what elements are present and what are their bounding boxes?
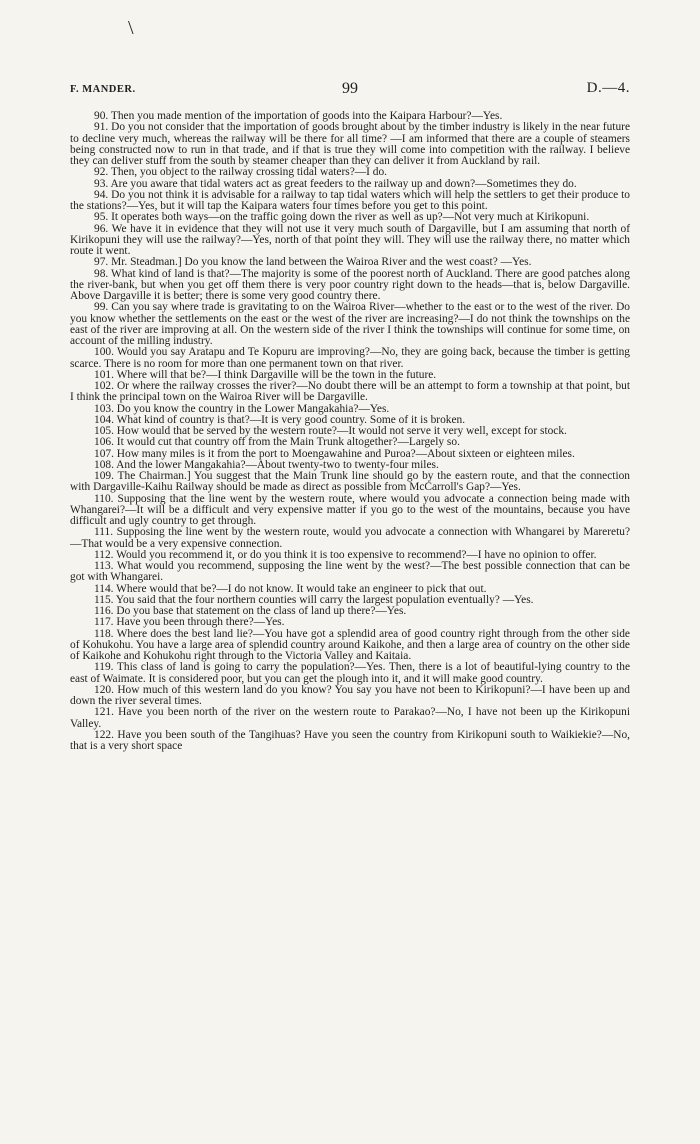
question-paragraph: 106. It would cut that country off from the Main Trunk altogether?—Largely so. — [94, 436, 460, 449]
question-paragraph: 121. Have you been north of the river on the western route to Parakao?—No, I have not been up the Kirikopuni Valley. — [70, 706, 630, 730]
question-paragraph: 92. Then, you object to the railway crossing tidal waters?—I do. — [94, 166, 388, 179]
question-paragraph: 94. Do you not think it is advisable for a railway to tap tidal waters which will help the settlers to get their produce to the stations?—Yes, but it will tap the Kaipara waters four times before you get to this point. — [70, 188, 630, 212]
question-paragraph: 101. Where will that be?—I think Dargaville will be the town in the future. — [94, 368, 437, 381]
question-paragraph: 98. What kind of land is that?—The majority is some of the poorest north of Auckland. There are good patches along the river-bank, but when you get off them there is very poor country right down to the heads—that is, below Dargaville. Above Dargaville it is better; there is some very good country there. — [70, 267, 630, 302]
question-paragraph: 114. Where would that be?—I do not know. It would take an engineer to pick that out. — [94, 582, 487, 595]
question-paragraph: 97. Mr. Steadman.] Do you know the land between the Wairoa River and the west coast? —Yes. — [94, 256, 532, 269]
question-paragraph: 115. You said that the four northern counties will carry the largest population eventually? —Yes. — [94, 593, 534, 606]
question-paragraph: 119. This class of land is going to carry the population?—Yes. Then, there is a lot of beautiful-lying country to the east of Waimate. It is considered poor, but you can get the plough into it, and it will make good country. — [70, 661, 630, 685]
question-paragraph: 103. Do you know the country in the Lower Mangakahia?—Yes. — [94, 402, 390, 415]
question-paragraph: 118. Where does the best land lie?—You have got a splendid area of good country right through from the other side of Kohukohu. You have a large area of splendid country around Kaikohe, and then a large area of country on the other side of Kaikohe and Kohukohu right through to the Victoria Valley and Kaitaia. — [70, 627, 630, 662]
header-witness-name: F. MANDER. — [70, 84, 136, 95]
question-paragraph: 102. Or where the railway crosses the river?—No doubt there will be an attempt to form a township at that point, but I think the principal town on the Wairoa River will be Dargaville. — [70, 380, 630, 404]
question-paragraph: 117. Have you been through there?—Yes. — [94, 616, 285, 629]
question-paragraph: 105. How would that be served by the western route?—It would not serve it very well, except for stock. — [94, 425, 567, 437]
question-paragraph: 96. We have it in evidence that they will not use it very much south of Dargaville, but I am assuming that north of Kirikopuni they will use the railway?—Yes, north of that point they will. They will use the railway there, no matter which route it went. — [70, 222, 630, 257]
question-paragraph: 90. Then you made mention of the importation of goods into the Kaipara Harbour?—Yes. — [94, 110, 503, 122]
question-paragraph: 100. Would you say Aratapu and Te Kopuru are improving?—No, they are going back, because the timber is getting scarce. There is no room for more than one permanent town on that river. — [70, 346, 630, 370]
question-paragraph: 104. What kind of country is that?—It is very good country. Some of it is broken. — [94, 413, 466, 426]
transcript-body — [70, 111, 630, 752]
page-header — [70, 82, 630, 100]
question-paragraph: 116. Do you base that statement on the class of land up there?—Yes. — [94, 605, 407, 617]
question-paragraph: 95. It operates both ways—on the traffic going down the river as well as up?—Not very much at Kirikopuni. — [94, 211, 590, 224]
question-paragraph: 111. Supposing the line went by the western route, would you advocate a connection with Whangarei by Mareretu?—That would be a very expensive connection. — [70, 526, 630, 550]
question-paragraph: 99. Can you say where trade is gravitating to on the Wairoa River—whether to the east or to the west of the river. Do you know whether the settlements on the east or the west of the river are increasing?—I do not think the townships on the east of the river are improving at all. On the western side of the river I think the townships will continue for some time, on account of the milling industry. — [70, 301, 630, 347]
question-paragraph: 122. Have you been south of the Tangihuas? Have you seen the country from Kirikopuni south to Waikiekie?—No, that is a very short space — [70, 728, 630, 752]
document-reference: D.—4. — [586, 80, 630, 96]
question-paragraph: 120. How much of this western land do you know? You say you have not been to Kirikopuni?—I have been up and down the river several times. — [70, 683, 630, 707]
question-paragraph: 91. Do you not consider that the importation of goods brought about by the timber industry is likely in the near future to decline very much, whereas the railway will be there for all time? —I am informed that there are a couple of steamers being constructed now to run in that trade, and if that is true they will come into competition with the railway. I believe they can deliver stuff from the south by steamer cheaper than they can deliver it from Auckland by rail. — [70, 121, 630, 167]
page-number: 99 — [342, 80, 358, 97]
question-paragraph: 107. How many miles is it from the port to Moengawahine and Puroa?—About sixteen or eighteen miles. — [94, 447, 575, 460]
question-paragraph: 112. Would you recommend it, or do you think it is too expensive to recommend?—I have no opinion to offer. — [94, 548, 597, 561]
question-paragraph: 108. And the lower Mangakahia?—About twenty-two to twenty-four miles. — [94, 458, 439, 471]
question-paragraph: 113. What would you recommend, supposing the line went by the west?—The best possible connection that can be got with Whangarei. — [70, 560, 630, 584]
question-paragraph: 109. The Chairman.] You suggest that the Main Trunk line should go by the eastern route, and that the connection with Dargaville-Kaihu Railway should be made as direct as possible from McCarroll's Gap?—Yes. — [70, 470, 630, 494]
question-paragraph: 110. Supposing that the line went by the western route, where would you advocate a connection being made with Whangarei?—It will be a difficult and very expensive matter if you go to the west of the mountains, because you have difficult and ugly country to get through. — [70, 492, 630, 527]
page-mark: \ — [128, 17, 134, 39]
document-page — [70, 0, 630, 1144]
question-paragraph: 93. Are you aware that tidal waters act as great feeders to the railway up and down?—Sometimes they do. — [94, 177, 577, 190]
